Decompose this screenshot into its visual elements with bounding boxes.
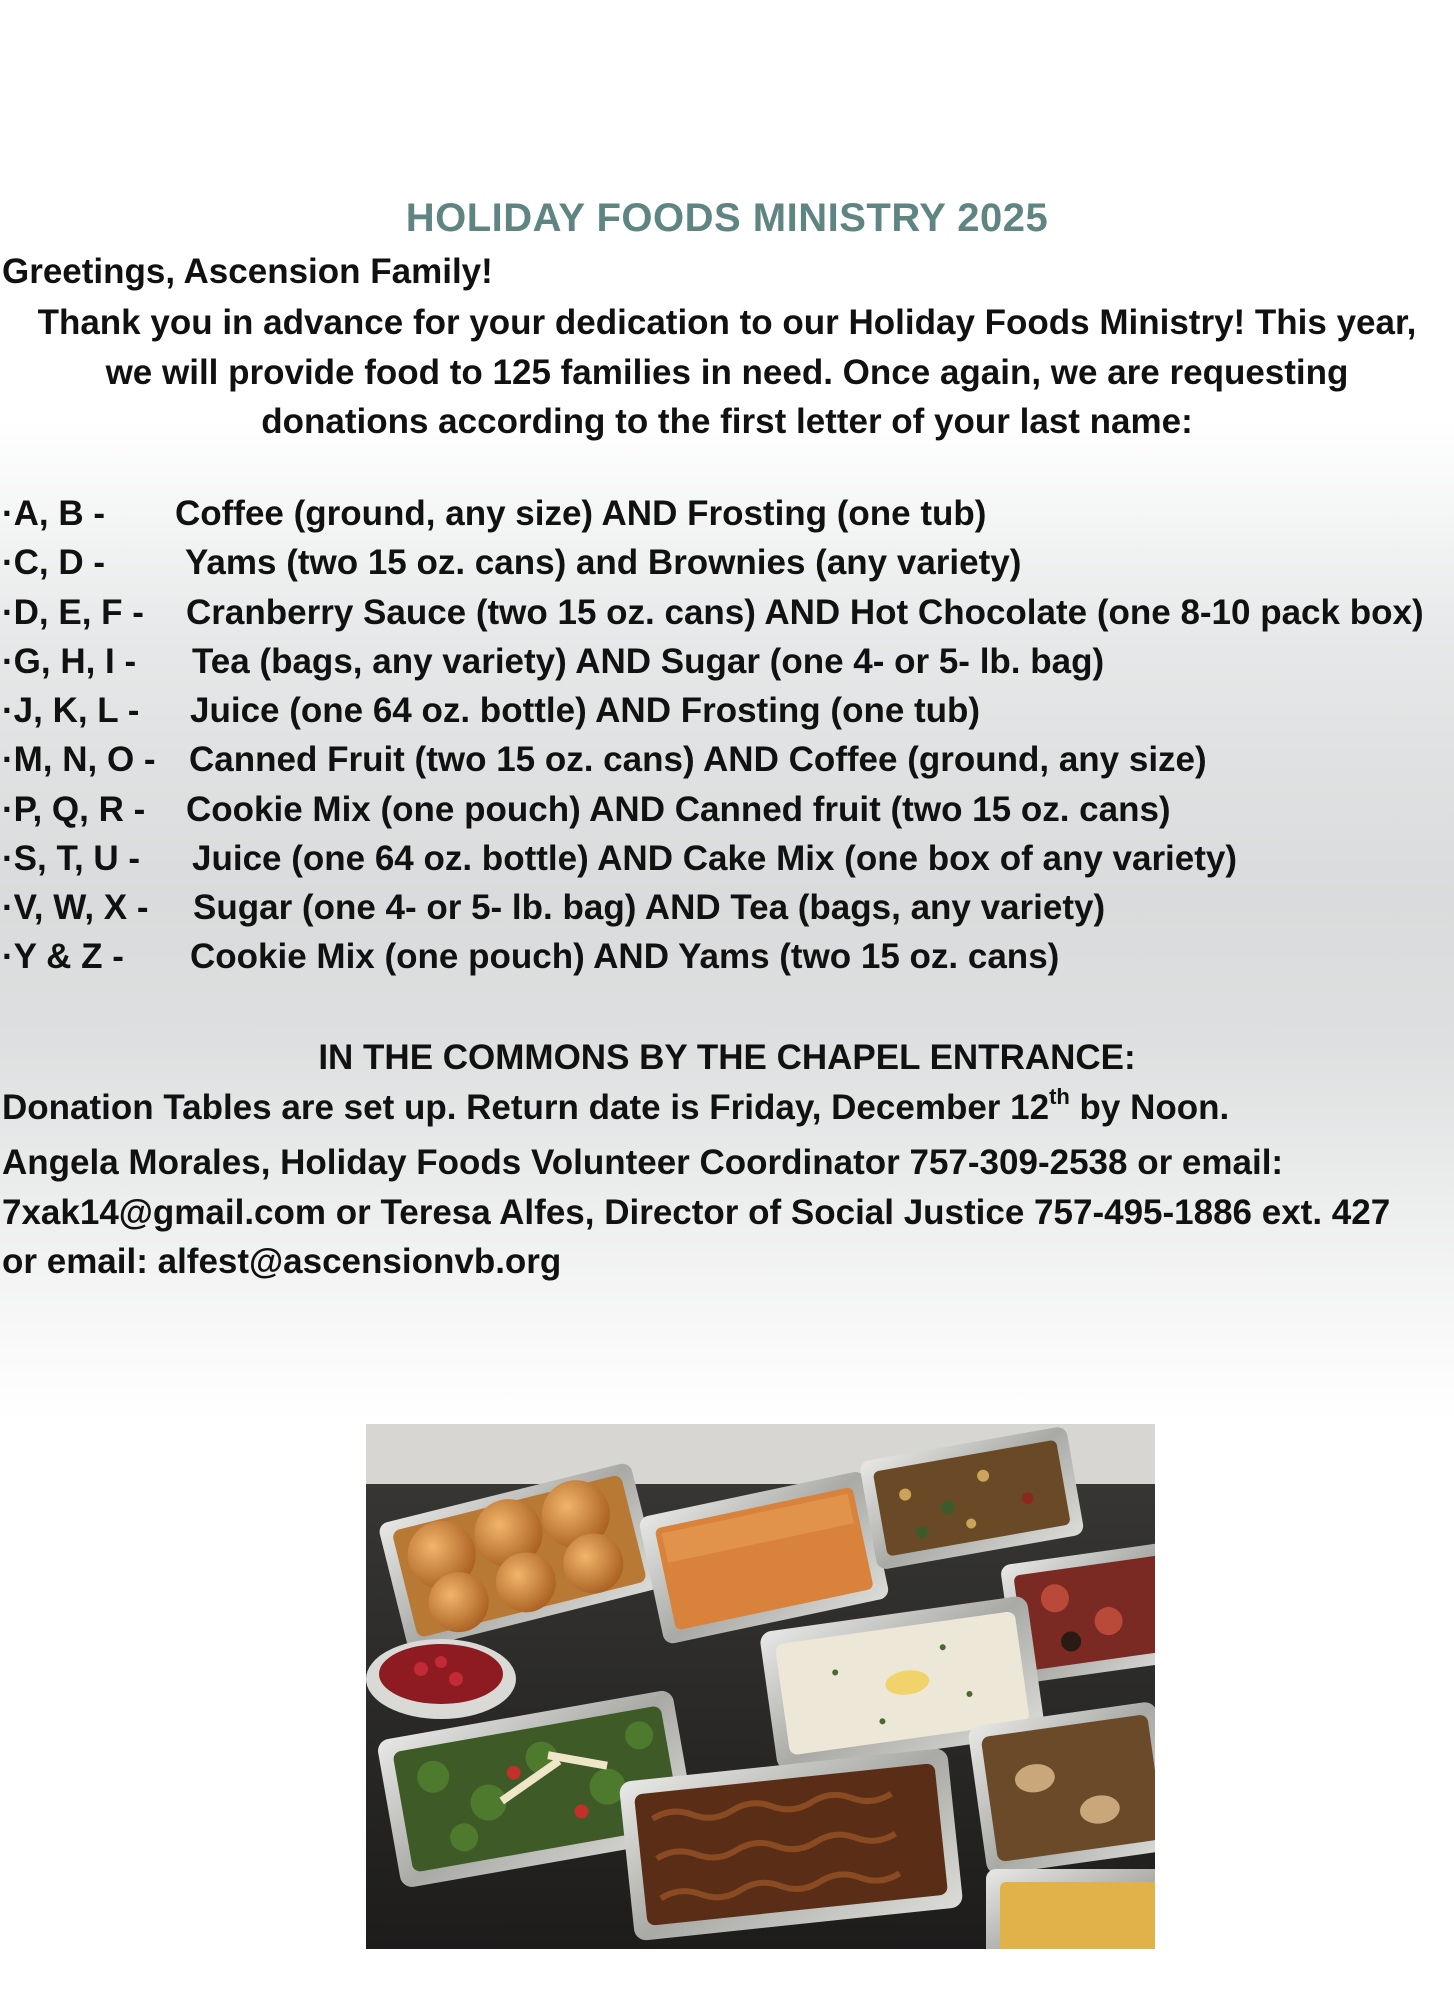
donation-items: Juice (one 64 oz. bottle) AND Frosting (one tub) [190,691,981,730]
return-text: Donation Tables are set up. Return date is Friday, December 12 [2,1088,1050,1127]
intro-line: Thank you in advance for your dedication to our Holiday Foods Ministry! This year, [37,303,1417,342]
letter-group: ·J, K, L - [2,691,140,730]
donation-row [0,937,1454,986]
donation-row [0,691,1454,740]
letter-group: ·D, E, F - [2,593,144,632]
contact-line: Angela Morales, Holiday Foods Volunteer Coordinator 757-309-2538 or email: [2,1143,1284,1182]
donation-items: Cookie Mix (one pouch) AND Yams (two 15 oz. cans) [190,937,1060,976]
greeting: Greetings, Ascension Family! [2,252,493,291]
donation-row [0,642,1454,691]
donation-items: Yams (two 15 oz. cans) and Brownies (any variety) [185,543,1022,582]
holiday-food-trays-photo [366,1424,1155,1949]
letter-group: ·M, N, O - [2,740,156,779]
donation-items: Sugar (one 4- or 5- lb. bag) AND Tea (bags, any variety) [193,888,1106,927]
donation-row [0,593,1454,642]
donation-row [0,839,1454,888]
intro-paragraph [0,298,1454,447]
contact-line: or email: alfest@ascensionvb.org [2,1242,562,1281]
cranberry-bowl [366,1639,516,1719]
ordinal-suffix: th [1049,1084,1070,1110]
donation-items: Coffee (ground, any size) AND Frosting (one tub) [175,494,987,533]
page-title: HOLIDAY FOODS MINISTRY 2025 [405,196,1049,240]
letter-group: ·Y & Z - [2,937,124,976]
roasted-tray [967,1701,1155,1876]
donation-row [0,740,1454,789]
intro-line: we will provide food to 125 families in need. Once again, we are requesting [105,352,1349,392]
return-text-end: by Noon. [1069,1088,1230,1127]
intro-line: donations according to the first letter of your last name: [261,402,1193,441]
letter-group: ·C, D - [2,543,106,582]
donation-items: Cranberry Sauce (two 15 oz. cans) AND Hot Chocolate (one 8-10 pack box) [186,593,1424,632]
donation-items: Juice (one 64 oz. bottle) AND Cake Mix (one box of any variety) [192,839,1238,878]
donation-row [0,494,1454,543]
letter-group: ·A, B - [2,494,106,533]
return-date [2,1084,1230,1128]
mac-cheese-tray [986,1869,1155,1949]
donation-items: Canned Fruit (two 15 oz. cans) AND Coffee (ground, any size) [189,740,1207,779]
donation-items: Tea (bags, any variety) AND Sugar (one 4- or 5- lb. bag) [192,642,1105,681]
letter-group: ·V, W, X - [2,888,149,927]
contact-line: 7xak14@gmail.com or Teresa Alfes, Director of Social Justice 757-495-1886 ext. 427 [2,1192,1391,1232]
donation-row [0,543,1454,592]
donation-row [0,888,1454,937]
donation-row [0,790,1454,839]
letter-group: ·S, T, U - [2,839,141,878]
contact-info [2,1138,1454,1287]
letter-group: ·G, H, I - [2,642,137,681]
commons-heading: IN THE COMMONS BY THE CHAPEL ENTRANCE: [318,1038,1136,1077]
donation-items: Cookie Mix (one pouch) AND Canned fruit (two 15 oz. cans) [186,790,1171,829]
letter-group: ·P, Q, R - [2,790,146,829]
